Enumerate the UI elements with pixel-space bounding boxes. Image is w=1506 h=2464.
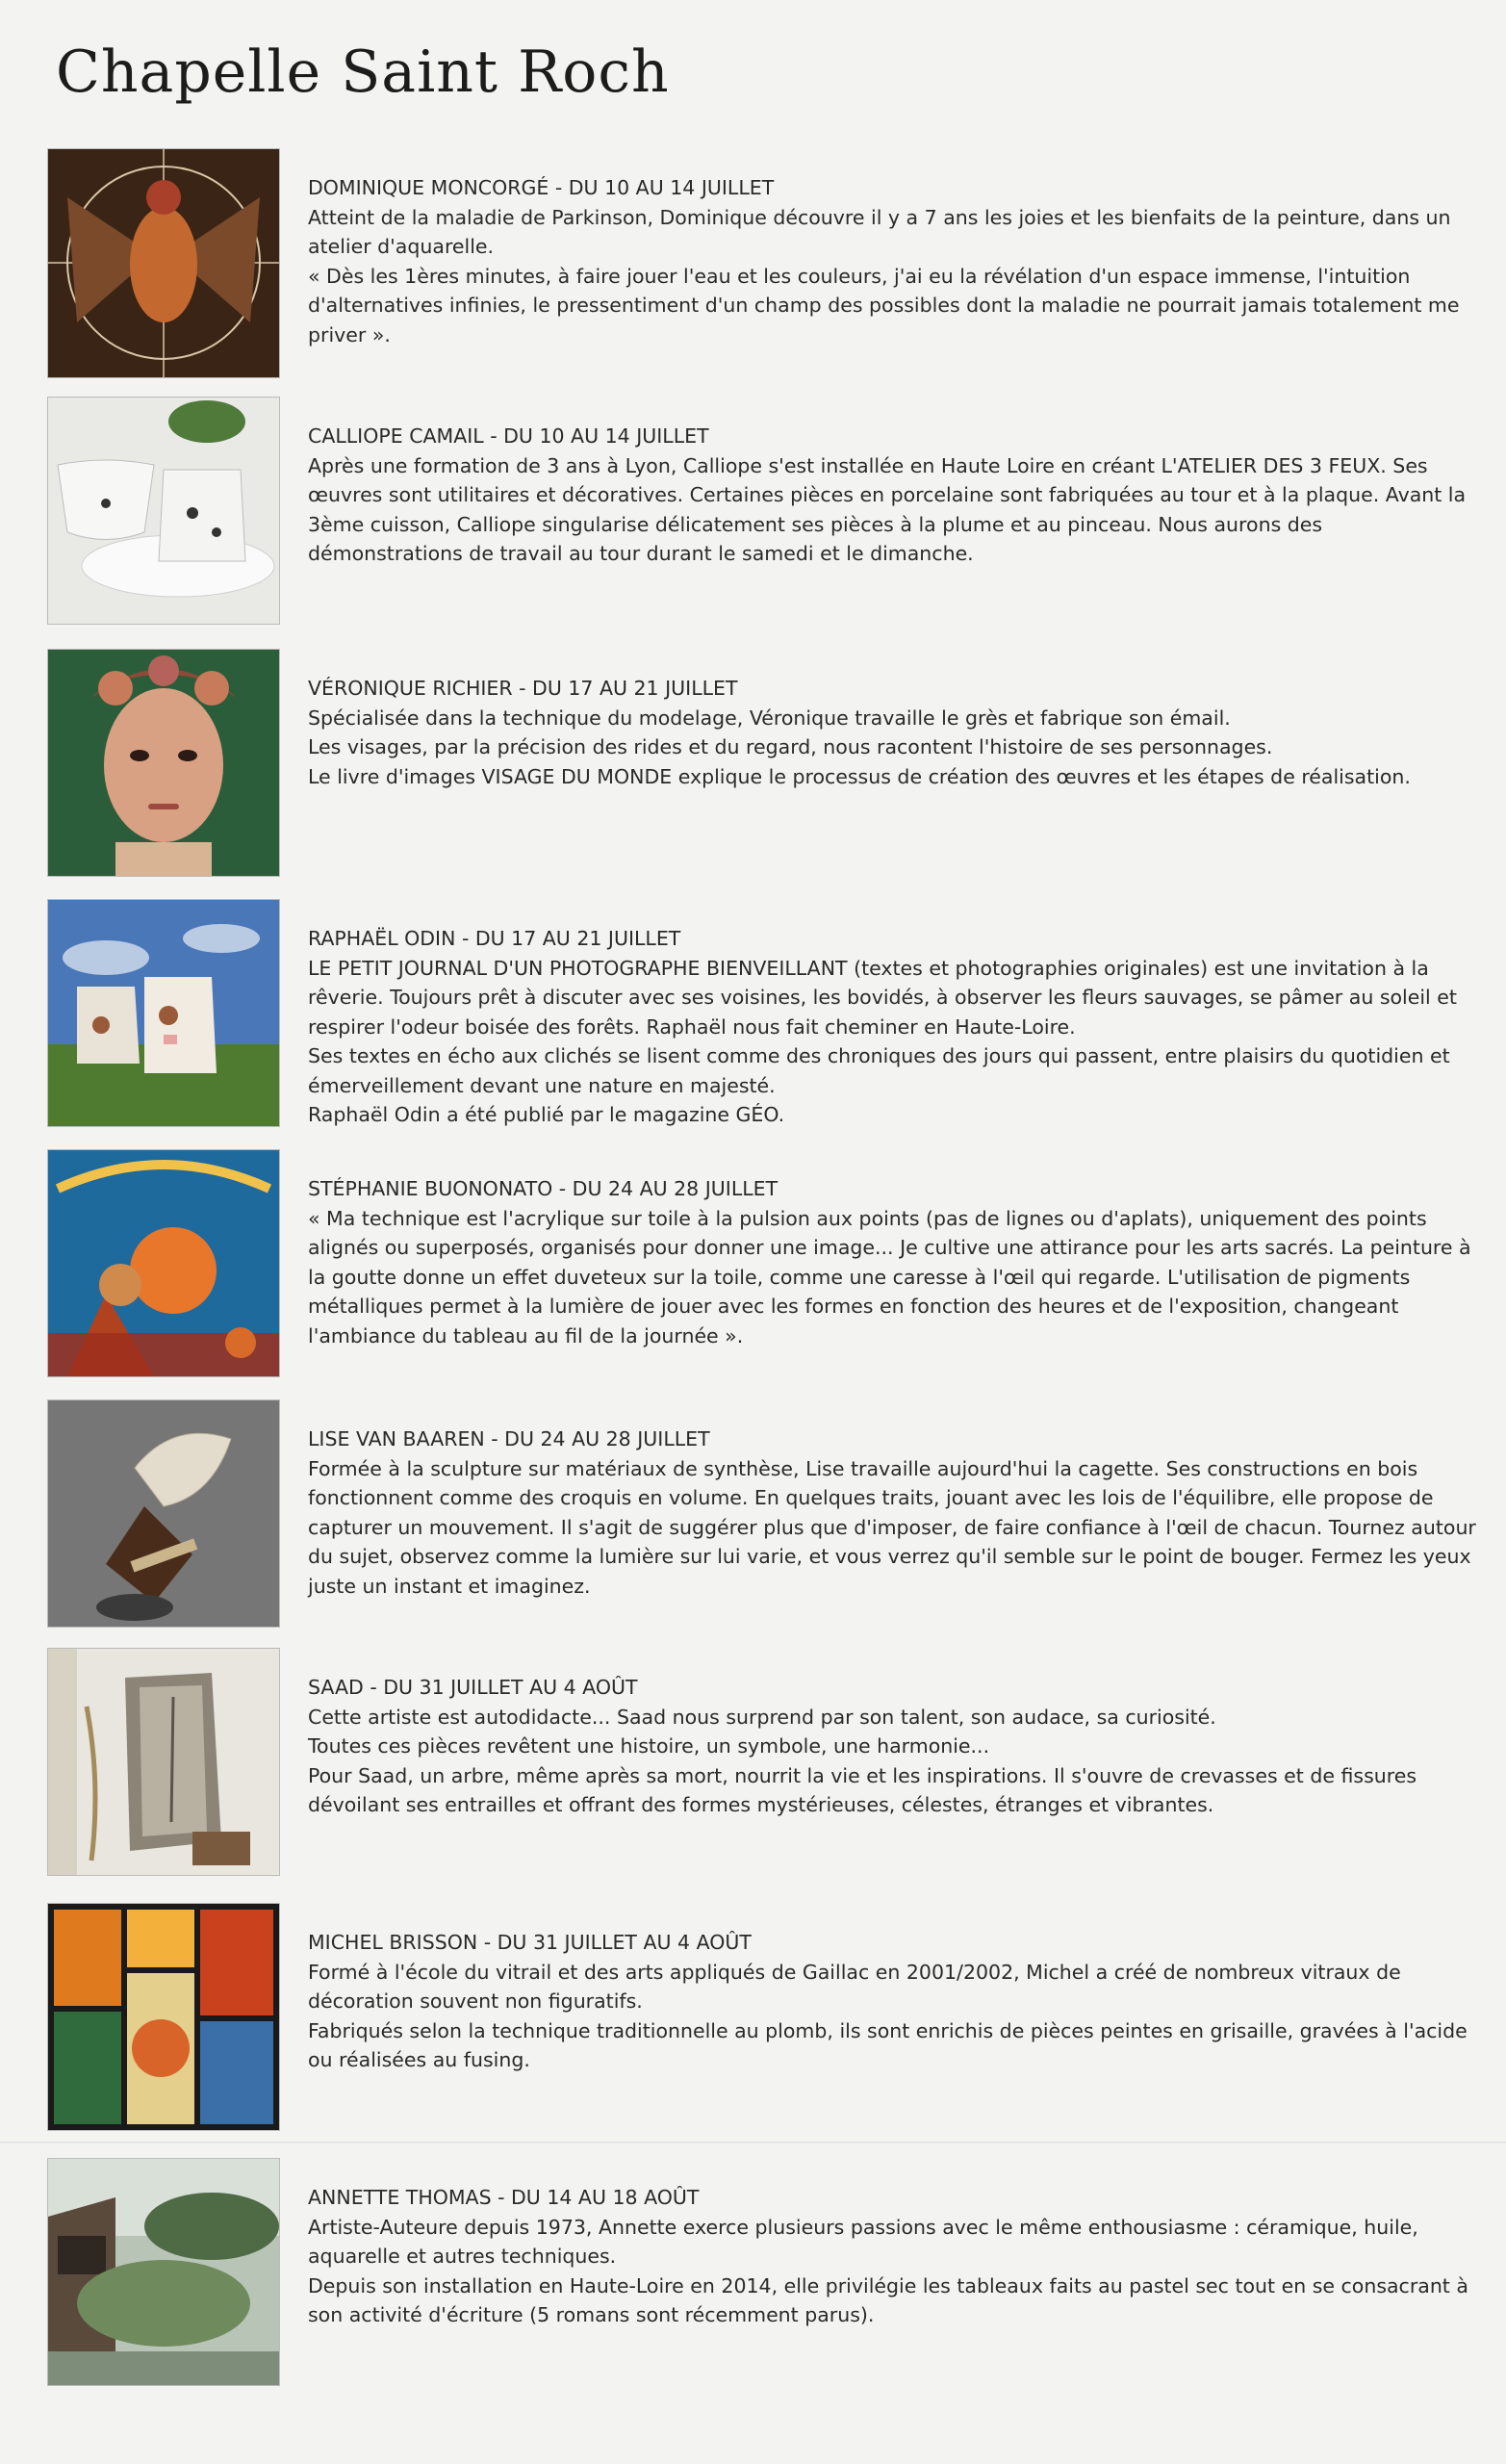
artist-entry <box>48 398 1472 629</box>
artist-description: Fabriqués selon la technique traditionnelle au plomb, ils sont enrichis de pièces peintes en grisaille, gravées à l'acide ou réalisées au fusing. <box>308 2018 1468 2071</box>
artwork-photo <box>48 2159 279 2385</box>
artist-heading: RAPHAËL ODIN - DU 17 AU 21 JUILLET <box>308 927 681 950</box>
artwork-photo <box>48 900 279 1126</box>
artist-description: Artiste-Auteure depuis 1973, Annette exerce plusieurs passions avec le même enthousiasme : céramique, huile, aquarelle et autres techniques. <box>308 2215 1418 2268</box>
artist-heading: LISE VAN BAAREN - DU 24 AU 28 JUILLET <box>308 1427 710 1450</box>
artwork-photo <box>48 149 279 377</box>
artist-heading: MICHEL BRISSON - DU 31 JUILLET AU 4 AOÛT <box>308 1931 752 1954</box>
artist-entry <box>48 1649 1472 1880</box>
artist-entry <box>48 900 1472 1131</box>
artist-heading: CALLIOPE CAMAIL - DU 10 AU 14 JUILLET <box>308 424 709 448</box>
artist-heading: DOMINIQUE MONCORGÉ - DU 10 AU 14 JUILLET <box>308 176 775 199</box>
artist-description: « Ma technique est l'acrylique sur toile à la pulsion aux points (pas de lignes ou d'aplats), uniquement des points alignés ou superposés, organisés pour donner une image... Je cultive une attirance pour les arts sacrés. La peinture à la goutte donne un effet duveteux sur la toile, comme une caresse à l'œil qui regarde. L'utilisation de pigments métalliques permet à la lumière de jouer avec les formes en fonction des heures et de l'exposition, changeant l'ambiance du tableau au fil de la journée ». <box>308 1206 1471 1348</box>
artist-heading: SAAD - DU 31 JUILLET AU 4 AOÛT <box>308 1676 638 1699</box>
artist-description: Formé à l'école du vitrail et des arts appliqués de Gaillac en 2001/2002, Michel a créé de nombreux vitraux de décoration souvent non figuratifs. <box>308 1960 1401 2013</box>
artist-description: Pour Saad, un arbre, même après sa mort, nourrit la vie et les inspirations. Il s'ouvre de crevasses et de fissures dévoilant ses entrailles et offrant des formes mystérieuses, célestes, étranges et vibrantes. <box>308 1763 1417 1816</box>
artist-description: Atteint de la maladie de Parkinson, Dominique découvre il y a 7 ans les joies et les bienfaits de la peinture, dans un atelier d'aquarelle. <box>308 205 1451 258</box>
artist-description: LE PETIT JOURNAL D'UN PHOTOGRAPHE BIENVEILLANT (textes et photographies originales) est une invitation à la rêverie. Toujours prêt à discuter avec ses voisines, les bovidés, à observer les fleurs sauvages, se pâmer au soleil et respirer l'odeur boisée des forêts. Raphaël nous fait cheminer en Haute-Loire. <box>308 956 1457 1039</box>
artwork-photo <box>48 1649 279 1875</box>
artist-entry <box>48 1904 1472 2135</box>
artist-heading: VÉRONIQUE RICHIER - DU 17 AU 21 JUILLET <box>308 677 738 700</box>
artist-entry <box>48 650 1472 881</box>
artwork-photo <box>48 1904 279 2130</box>
artist-heading: STÉPHANIE BUONONATO - DU 24 AU 28 JUILLET <box>308 1177 779 1200</box>
artist-description: Raphaël Odin a été publié par le magazine GÉO. <box>308 1103 785 1126</box>
artist-description: Formée à la sculpture sur matériaux de synthèse, Lise travaille aujourd'hui la cagette. Ses constructions en bois fonctionnent comme des croquis en volume. En quelques traits, jouant avec les lois de l'équilibre, elle propose de capturer un mouvement. Il s'agit de suggérer plus que d'imposer, de faire confiance à l'œil de chacun. Tournez autour du sujet, observez comme la lumière sur lui varie, et vous verrez qu'il semble sur le point de bouger. Fermez les yeux juste un instant et imaginez. <box>308 1456 1476 1598</box>
fold-line <box>0 2142 1506 2144</box>
artwork-photo <box>48 1400 279 1627</box>
artist-description: Le livre d'images VISAGE DU MONDE explique le processus de création des œuvres et les étapes de réalisation. <box>308 764 1411 788</box>
page-title: Chapelle Saint Roch <box>56 38 670 106</box>
artist-description: Ses textes en écho aux clichés se lisent comme des chroniques des jours qui passent, entre plaisirs du quotidien et émerveillement devant une nature en majesté. <box>308 1044 1450 1097</box>
artist-entry <box>48 149 1472 380</box>
artist-description: « Dès les 1ères minutes, à faire jouer l'eau et les couleurs, j'ai eu la révélation d'un espace immense, l'intuition d'alternatives infinies, le pressentiment d'un champ des possibles dont la maladie ne pourrait jamais totalement me priver ». <box>308 264 1460 346</box>
artwork-photo <box>48 1150 279 1376</box>
artist-entry <box>48 2159 1472 2390</box>
artist-description: Après une formation de 3 ans à Lyon, Calliope s'est installée en Haute Loire en créant L'ATELIER DES 3 FEUX. Ses œuvres sont utilitaires et décoratives. Certaines pièces en porcelaine sont fabriquées au tour et à la plaque. Avant la 3ème cuisson, Calliope singularise délicatement ses pièces à la plume et au pinceau. Nous aurons des démonstrations de travail au tour durant le samedi et le dimanche. <box>308 453 1467 565</box>
artist-description: Depuis son installation en Haute-Loire en 2014, elle privilégie les tableaux faits au pastel sec tout en se consacrant à son activité d'écriture (5 romans sont récemment parus). <box>308 2273 1468 2326</box>
artist-description: Toutes ces pièces revêtent une histoire, un symbole, une harmonie... <box>308 1734 990 1758</box>
artist-entry <box>48 1400 1476 1631</box>
artist-heading: ANNETTE THOMAS - DU 14 AU 18 AOÛT <box>308 2186 700 2209</box>
artist-entry <box>48 1150 1472 1381</box>
artist-description: Les visages, par la précision des rides et du regard, nous racontent l'histoire de ses personnages. <box>308 735 1273 758</box>
artwork-photo <box>48 650 279 876</box>
artist-description: Spécialisée dans la technique du modelage, Véronique travaille le grès et fabrique son émail. <box>308 706 1231 730</box>
artwork-photo <box>48 398 279 624</box>
artist-description: Cette artiste est autodidacte... Saad nous surprend par son talent, son audace, sa curiosité. <box>308 1705 1216 1729</box>
